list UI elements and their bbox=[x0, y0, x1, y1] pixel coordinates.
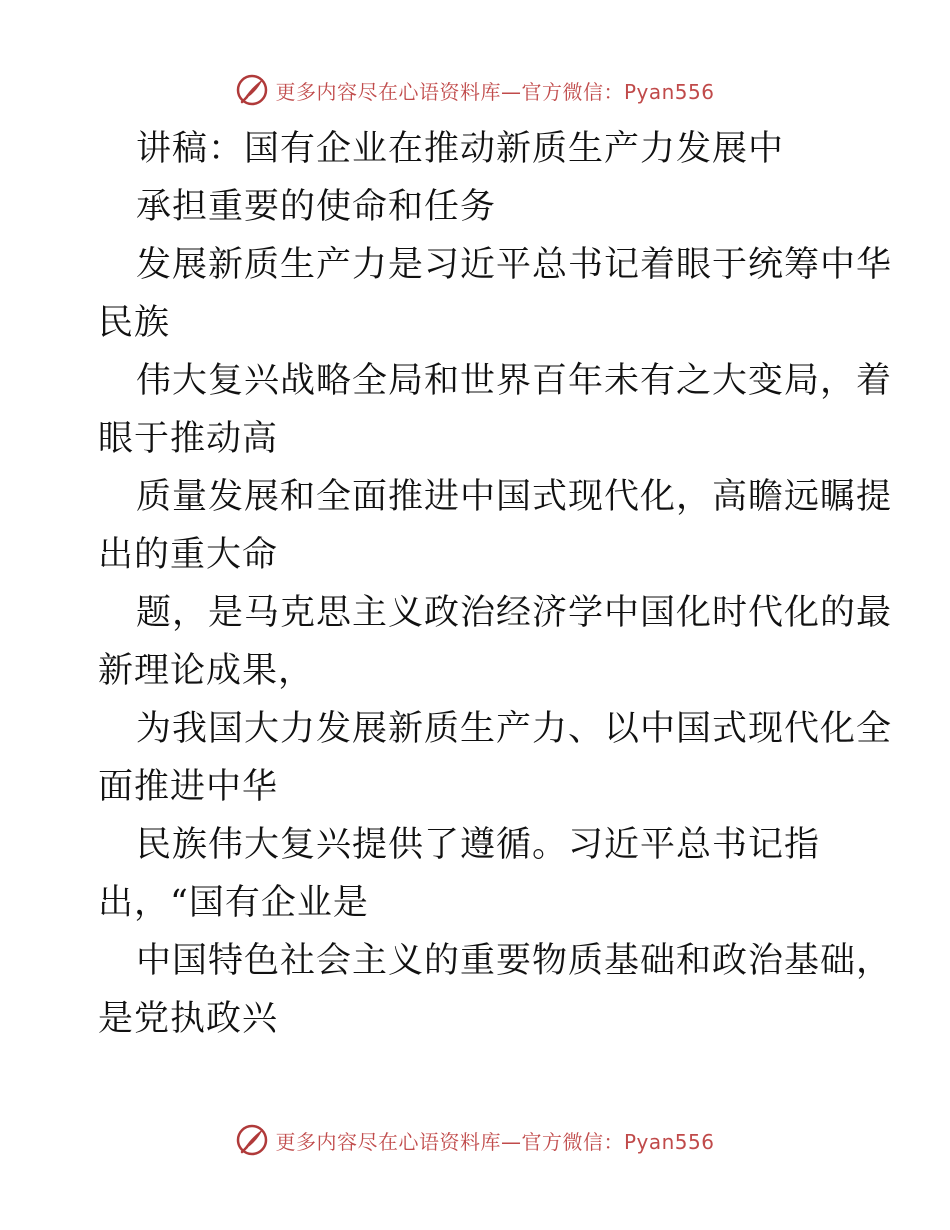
title-line-2: 承担重要的使命和任务 bbox=[136, 187, 497, 227]
paragraph-line: 中国特色社会主义的重要物质基础和政治基础， bbox=[136, 941, 893, 981]
paragraph-line: 新理论成果， bbox=[98, 651, 315, 691]
document-body bbox=[98, 120, 893, 1048]
paragraph-line: 民族 bbox=[98, 303, 171, 343]
footer-banner-text: 更多内容尽在心语资料库—官方微信：Pyan556 bbox=[275, 1129, 715, 1154]
paragraph-line: 面推进中华 bbox=[98, 767, 279, 807]
paragraph-line: 题，是马克思主义政治经济学中国化时代化的最 bbox=[136, 593, 893, 633]
title-line-1: 讲稿：国有企业在推动新质生产力发展中 bbox=[136, 129, 785, 169]
paragraph-line: 伟大复兴战略全局和世界百年未有之大变局，着 bbox=[136, 361, 893, 401]
paragraph-line: 出，“国有企业是 bbox=[98, 883, 369, 923]
paragraph-line: 出的重大命 bbox=[98, 535, 279, 575]
paragraph-line: 为我国大力发展新质生产力、以中国式现代化全 bbox=[136, 709, 893, 749]
paragraph-line: 是党执政兴 bbox=[98, 999, 279, 1039]
header-banner bbox=[0, 70, 950, 110]
paragraph-line: 发展新质生产力是习近平总书记着眼于统筹中华 bbox=[136, 245, 893, 285]
paragraph-line: 民族伟大复兴提供了遵循。习近平总书记指 bbox=[136, 825, 821, 865]
quill-pen-logo-icon bbox=[235, 1123, 269, 1157]
quill-pen-logo-icon bbox=[235, 73, 269, 107]
paragraph-line: 质量发展和全面推进中国式现代化，高瞻远瞩提 bbox=[136, 477, 893, 517]
paragraph-line: 眼于推动高 bbox=[98, 419, 279, 459]
footer-banner bbox=[0, 1120, 950, 1160]
header-banner-text: 更多内容尽在心语资料库—官方微信：Pyan556 bbox=[275, 79, 715, 104]
